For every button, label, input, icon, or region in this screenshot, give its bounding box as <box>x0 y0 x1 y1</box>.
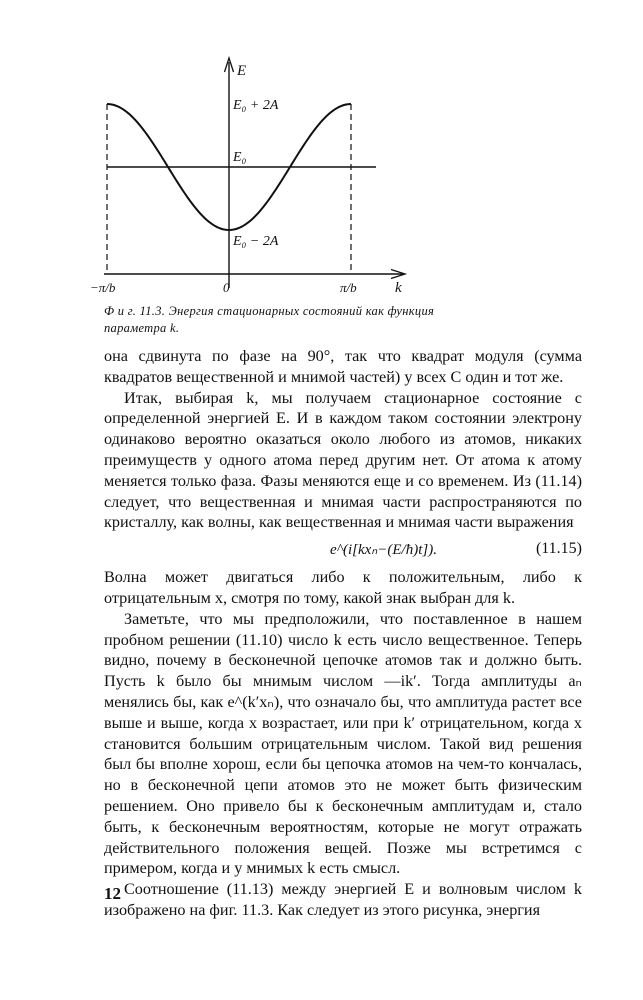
equation-row <box>104 533 582 567</box>
axis-y-label: E <box>237 63 247 79</box>
tick-right-label: π/b <box>340 280 357 295</box>
page-number: 12 <box>104 884 121 903</box>
energy-band-figure <box>0 0 643 300</box>
paragraph: Заметьте, что мы предположили, что поставленное в нашем пробном решении (11.10) число k есть число вещественное. Теперь видно, почему в бесконечной цепочке атомов так и должно быть. Пусть k было бы мнимым числом —ik′. Тогда амплитуды aₙ менялись бы, как e^(k′xₙ), что означало бы, что амплитуда растет все выше и выше, когда x возрастает, или при k′ отрицательном, когда x становится большим отрицательным числом. Такой вид решения был бы вполне хорош, если бы цепочка атомов на чем-то кончалась, но в бесконечной цепи атомов это не может быть физическим решением. Оно привело бы к бесконечным амплитудам и, стало быть, к бесконечным вероятностям, которые не могут отражать действительного положения вещей. Позже мы встретимся с примером, когда и у мнимых k есть смысл. <box>104 609 582 878</box>
equation: e^(i[kxₙ−(E/ħ)t]). <box>330 542 437 559</box>
tick-origin-label: 0 <box>223 280 230 295</box>
equation-number: (11.15) <box>535 540 582 558</box>
level-mid-label: E₀ <box>233 150 247 165</box>
body-text <box>104 346 582 921</box>
axis-x-label: k <box>395 280 402 296</box>
level-bottom-label: E₀ − 2A <box>233 234 279 249</box>
paragraph: Итак, выбирая k, мы получаем стационарное состояние с определенной энергией E. И в каждом таком состоянии электрону одинаково вероятно оказаться около любого из атомов, никаких преимуществ у одного атома перед другим нет. От атома к атому меняется только фаза. Фазы меняются еще и со временем. Из (11.14) следует, что вещественная и мнимая части распространяются по кристаллу, как волны, как вещественная и мнимая части выражения <box>104 388 582 532</box>
figure-caption: Ф и г. 11.3. Энергия стационарных состояний как функция параметра k. <box>104 304 435 335</box>
level-top-label: E₀ + 2A <box>233 98 279 113</box>
tick-left-label: −π/b <box>90 280 116 295</box>
paragraph: Волна может двигаться либо к положительным, либо к отрицательным x, смотря по тому, какой знак выбран для k. <box>104 568 582 607</box>
paragraph: Соотношение (11.13) между энергией E и волновым числом k изображено на фиг. 11.3. Как следует из этого рисунка, энергия <box>104 880 582 919</box>
paragraph: она сдвинута по фазе на 90°, так что квадрат модуля (сумма квадратов вещественной и мнимой частей) у всех C один и тот же. <box>104 347 582 386</box>
